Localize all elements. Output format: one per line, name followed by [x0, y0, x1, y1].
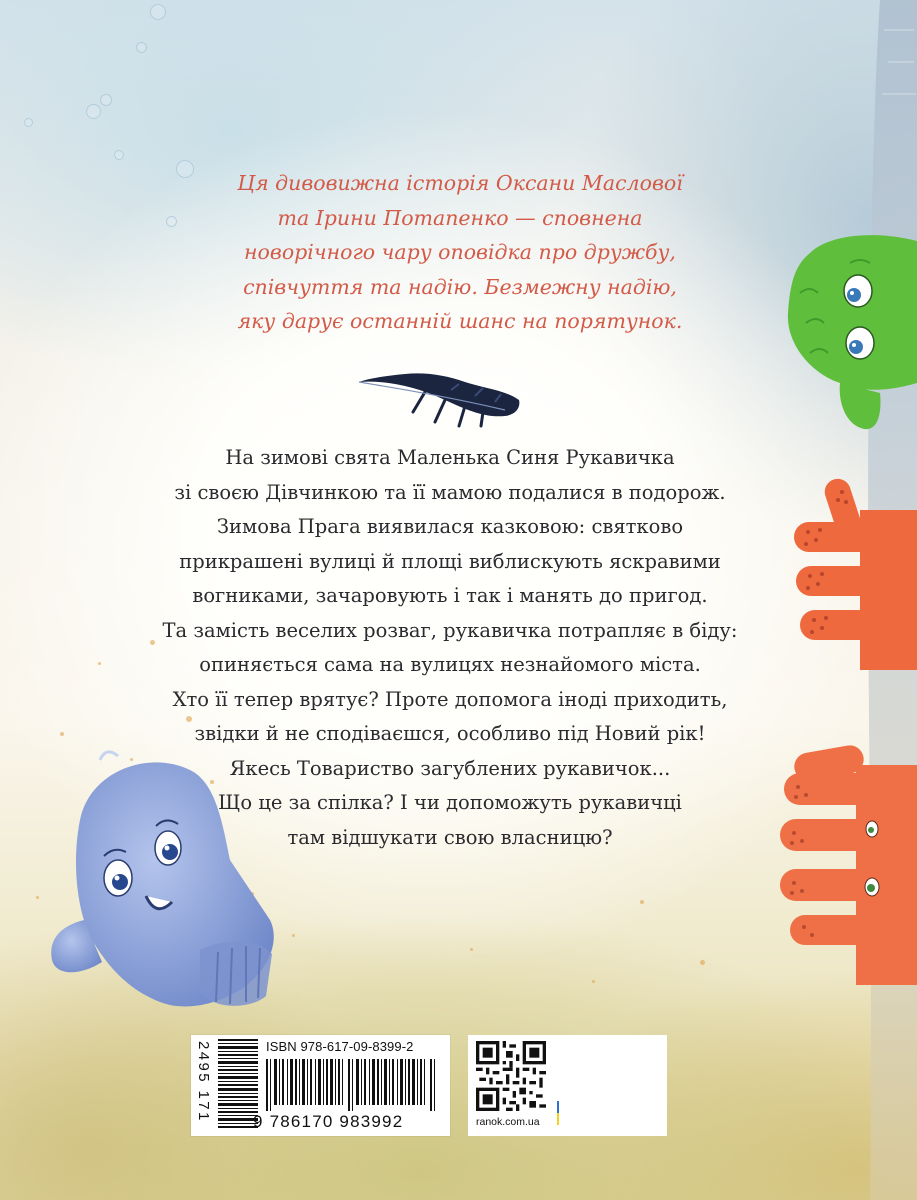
synopsis-line: Якесь Товариство загублених рукавичок... — [229, 756, 671, 780]
bubble-decoration — [166, 216, 177, 227]
intro-line: яку дарує останній шанс на порятунок. — [237, 309, 683, 333]
sparkle-dot — [36, 896, 39, 899]
orange-mitten-character-lower — [776, 745, 917, 985]
intro-line: новорічного чару оповідка про дружбу, — [244, 240, 676, 264]
qr-code-icon — [476, 1041, 546, 1111]
sparkle-dot — [60, 732, 64, 736]
sparkle-dot — [98, 662, 101, 665]
bubble-decoration — [136, 42, 147, 53]
barcode-icon — [266, 1059, 438, 1111]
intro-line: та Ірини Потапенко — сповнена — [277, 205, 643, 230]
sparkle-dot — [592, 980, 595, 983]
synopsis-line: вогниками, зачаровують і так і манять до пригод. — [192, 584, 708, 607]
synopsis-line: Та замість веселих розваг, рукавичка потрапляє в біду: — [162, 618, 738, 642]
orange-mitten-character-upper — [790, 470, 917, 670]
bubble-decoration — [86, 104, 101, 119]
synopsis-line: Хто її тепер врятує? Проте допомога іноді приходить, — [172, 687, 728, 711]
sparkle-dot — [700, 960, 705, 965]
bubble-decoration — [100, 94, 112, 106]
barcode-icon — [218, 1039, 258, 1128]
barcode-side-code: 2495 171 — [195, 1041, 212, 1123]
ean-number: 9 786170 983992 — [253, 1112, 404, 1131]
bubble-decoration — [150, 4, 166, 20]
synopsis-line: там відшукати свою власницю? — [287, 825, 613, 849]
sparkle-dot — [640, 900, 644, 904]
barcode-panel — [191, 1035, 450, 1136]
feather-icon — [355, 360, 523, 430]
intro-line: співчуття та надію. Безмежну надію, — [243, 274, 677, 299]
synopsis-line: На зимові свята Маленька Синя Рукавичка — [225, 446, 675, 469]
publisher-website: ranok.com.ua — [476, 1116, 540, 1128]
synopsis-line: звідки й не сподіваєшся, особливо під Новий рік! — [194, 722, 706, 745]
synopsis-line: зі своєю Дівчинкою та її мамою подалися в подорож. — [174, 480, 726, 504]
isbn-label: ISBN 978-617-09-8399-2 — [266, 1039, 414, 1054]
bubble-decoration — [114, 150, 124, 160]
synopsis-line: Що це за спілка? І чи допоможуть рукавичці — [218, 791, 682, 814]
synopsis-line: Зимова Прага виявилася казковою: святково — [216, 515, 684, 538]
synopsis-line: прикрашені вулиці й площі виблискують яскравими — [179, 549, 721, 573]
green-mitten-character — [780, 233, 917, 433]
publisher-panel — [468, 1035, 667, 1136]
intro-line: Ця дивовижна історія Оксани Маслової — [237, 171, 683, 195]
ukraine-flag-icon — [557, 1101, 559, 1125]
synopsis-line: опиняється сама на вулицях незнайомого міста. — [199, 653, 701, 676]
sparkle-dot — [470, 948, 473, 951]
synopsis-paragraph — [150, 441, 750, 855]
intro-paragraph — [180, 166, 740, 339]
bubble-decoration — [24, 118, 33, 127]
